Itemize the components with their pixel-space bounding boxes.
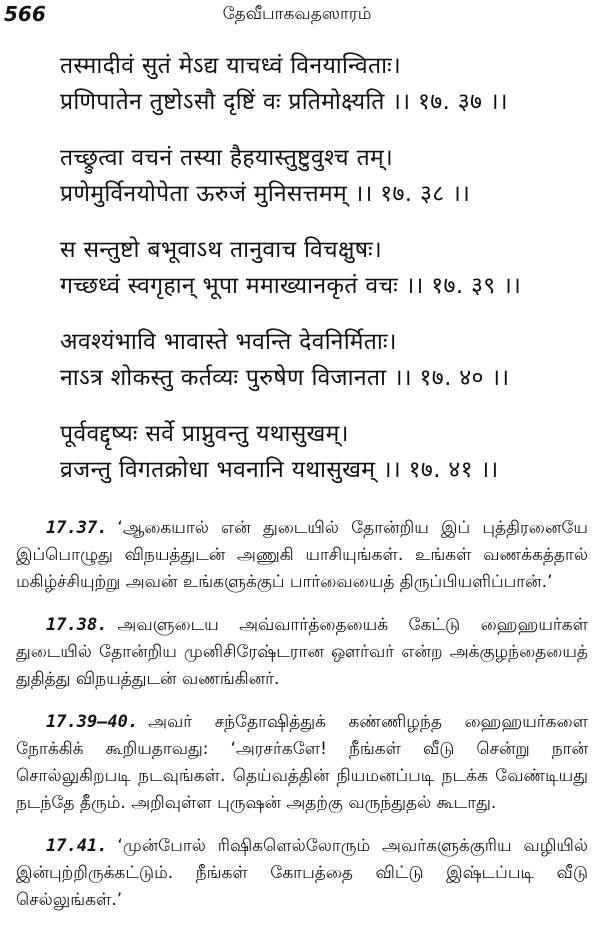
verse-reference: 17.38.: [46, 615, 108, 635]
verse-line: प्रणिपातेन तुष्टोऽसौ दृष्टिं वः प्रतिमोक्ष्यति ।। १७. ३७ ।।: [60, 89, 508, 115]
translation-text: அவளுடைய அவ்வார்த்தையைக் கேட்டு ஹைஹயர்கள் துடையில் தோன்றிய முனிசிரேஷ்டரான ஔர்வர் என்ற அக்குழந்தையைத் துதித்து விநயத்துடன் வணங்கினர்.: [16, 615, 588, 689]
translation-text: ‘ஆகையால் என் துடையில் தோன்றிய இப் புத்திரனையே இப்பொழுது விநயத்துடன் அணுகி யாசியுங்கள். உங்கள் வணக்கத்தால் மகிழ்ச்சியுற்று அவன் உங்களுக்குப் பார்வையைத் திருப்பியளிப்பான்.’: [16, 518, 588, 592]
page-number: 566: [4, 2, 46, 26]
sanskrit-verses: [60, 48, 595, 508]
verse-line: गच्छध्वं स्वगृहान् भूपा ममाख्यानकृतं वचः ।। १७. ३९ ।।: [60, 273, 522, 299]
tamil-translations: [16, 515, 588, 930]
verse-block: [60, 140, 595, 212]
translation-paragraph: [16, 612, 588, 693]
verse-reference: 17.39–40.: [46, 712, 139, 732]
translation-paragraph: [16, 709, 588, 817]
verse-block: [60, 48, 595, 120]
verse-line: व्रजन्तु विगतक्रोधा भवनानि यथासुखम् ।। १७. ४१ ।।: [60, 457, 499, 483]
verse-block: [60, 324, 595, 396]
verse-line: तच्छ्रुत्वा वचनं तस्या हैहयास्तुष्टुवुश्च तम्।: [60, 145, 394, 171]
verse-line: प्रणेमुर्विनयोपेता ऊरुजं मुनिसत्तमम् ।। १७. ३८ ।।: [60, 181, 471, 207]
running-title: தேவீபாகவதஸாரம்: [222, 4, 372, 24]
translation-text: ‘முன்போல் ரிஷிகளெல்லோரும் அவர்களுக்குரிய வழியில் இன்புற்றிருக்கட்டும். நீங்கள் கோபத்தை விட்டு இஷ்டப்படி வீடு செல்லுங்கள்.’: [16, 836, 588, 910]
verse-block: [60, 416, 595, 488]
verse-line: अवश्यंभावि भावास्ते भवन्ति देवनिर्मिताः।: [60, 329, 397, 355]
verse-line: स सन्तुष्टो बभूवाऽथ तानुवाच विचक्षुषः।: [60, 237, 382, 263]
verse-block: [60, 232, 595, 304]
verse-line: तस्मादीवं सुतं मेऽद्य याचध्वं विनयान्विताः।: [60, 53, 402, 79]
page-header: [4, 2, 590, 32]
verse-reference: 17.37.: [46, 518, 108, 538]
verse-reference: 17.41.: [46, 836, 108, 856]
verse-line: पूर्ववद्दृष्यः सर्वे प्राप्नुवन्तु यथासुखम्।: [60, 421, 349, 447]
translation-text: அவர் சந்தோஷித்துக் கண்ணிழந்த ஹைஹயர்களை நோக்கிக் கூறியதாவது: ‘அரசர்களே! நீங்கள் வீடு சென்று நான் சொல்லுகிறபடி நடவுங்கள். தெய்வத்தின் நியமனப்படி நடக்க வேண்டியது நடந்தே தீரும். அறிவுள்ள புருஷன் அதற்கு வருந்துதல் கூடாது.: [16, 712, 588, 813]
verse-line: नाऽत्र शोकस्तु कर्तव्यः पुरुषेण विजानता ।। १७. ४० ।।: [60, 365, 510, 391]
translation-paragraph: [16, 515, 588, 596]
translation-paragraph: [16, 833, 588, 914]
